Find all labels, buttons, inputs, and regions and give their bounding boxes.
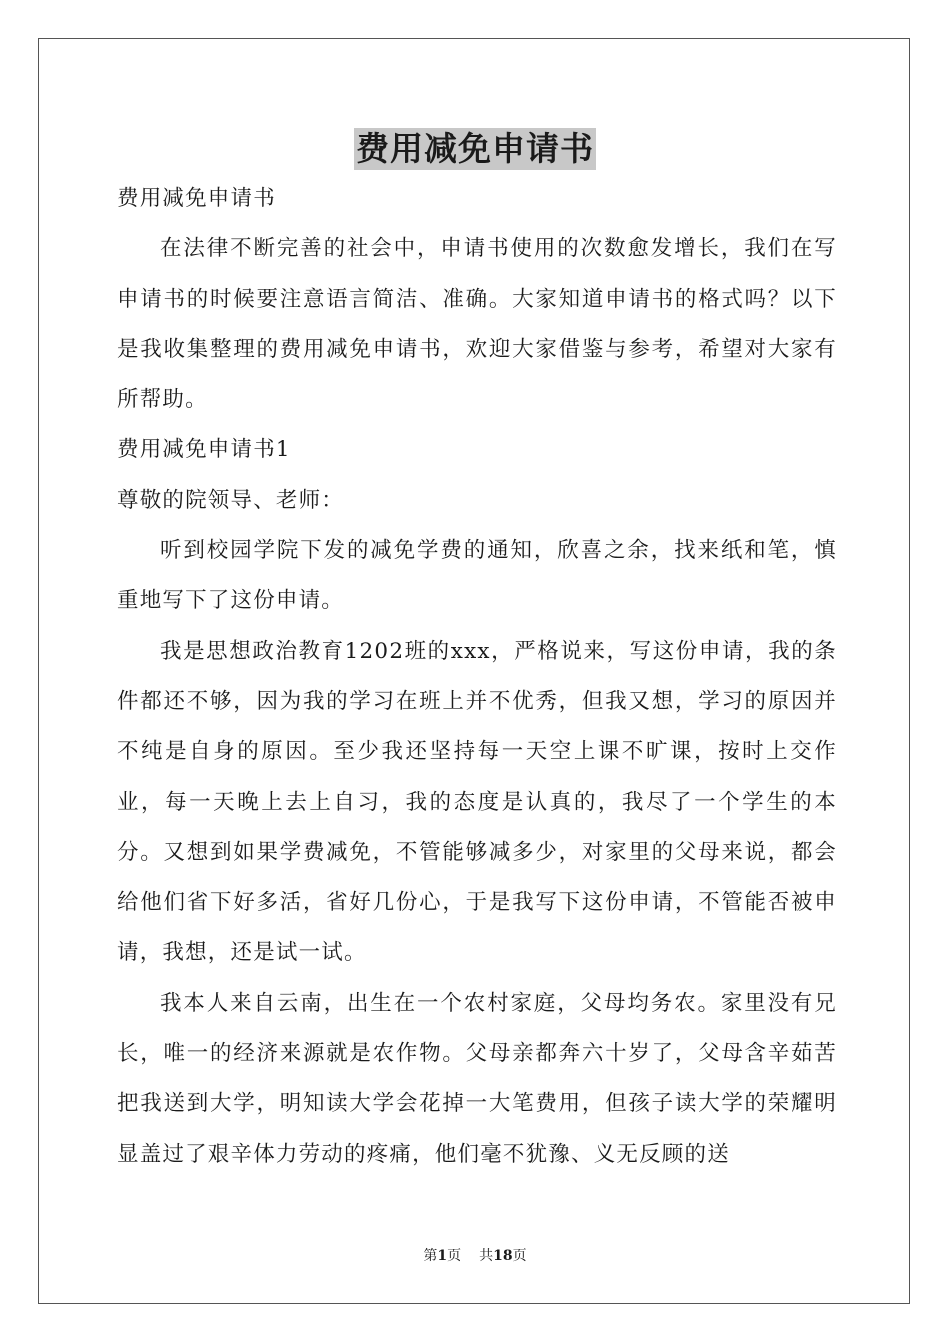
- paragraph: 费用减免申请书1: [117, 437, 291, 463]
- paragraph: 在法律不断完善的社会中，申请书使用的次数愈发增长，我们在写申请书的时候要注意语言简洁、准确。大家知道申请书的格式吗？以下是我收集整理的费用减免申请书，欢迎大家借鉴与参考，希望对大家有所帮助。: [117, 236, 837, 413]
- page-total: 18: [493, 1248, 513, 1264]
- document-title: 费用减免申请书: [356, 129, 594, 168]
- page-footer: [0, 1246, 950, 1266]
- title-container: [0, 128, 950, 170]
- paragraph: 尊敬的院领导、老师：: [117, 487, 345, 513]
- page-prefix: 第: [423, 1248, 438, 1264]
- page-current: 1: [437, 1248, 448, 1264]
- paragraph: 我是思想政治教育1202班的xxx，严格说来，写这份申请，我的条件都还不够，因为我的学习在班上并不优秀，但我又想，学习的原因并不纯是自身的原因。至少我还坚持每一天空上课不旷课，按时上交作业，每一天晚上去上自习，我的态度是认真的，我尽了一个学生的本分。又想到如果学费减免，不管能够减多少，对家里的父母来说，都会给他们省下好多活，省好几份心，于是我写下这份申请，不管能否被申请，我想，还是试一试。: [117, 638, 837, 966]
- document-body: [117, 174, 837, 1180]
- total-prefix: 共: [479, 1248, 494, 1264]
- paragraph: 费用减免申请书: [117, 186, 276, 211]
- paragraph: 我本人来自云南，出生在一个农村家庭，父母均务农。家里没有兄长，唯一的经济来源就是农作物。父母亲都奔六十岁了，父母含辛茹苦把我送到大学，明知读大学会花掉一大笔费用，但孩子读大学的荣耀明显盖过了艰辛体力劳动的疼痛，他们毫不犹豫、义无反顾的送: [117, 990, 837, 1167]
- total-suffix: 页: [512, 1248, 527, 1264]
- page-suffix: 页: [447, 1248, 462, 1264]
- paragraph: 听到校园学院下发的减免学费的通知，欣喜之余，找来纸和笔，慎重地写下了这份申请。: [117, 538, 837, 614]
